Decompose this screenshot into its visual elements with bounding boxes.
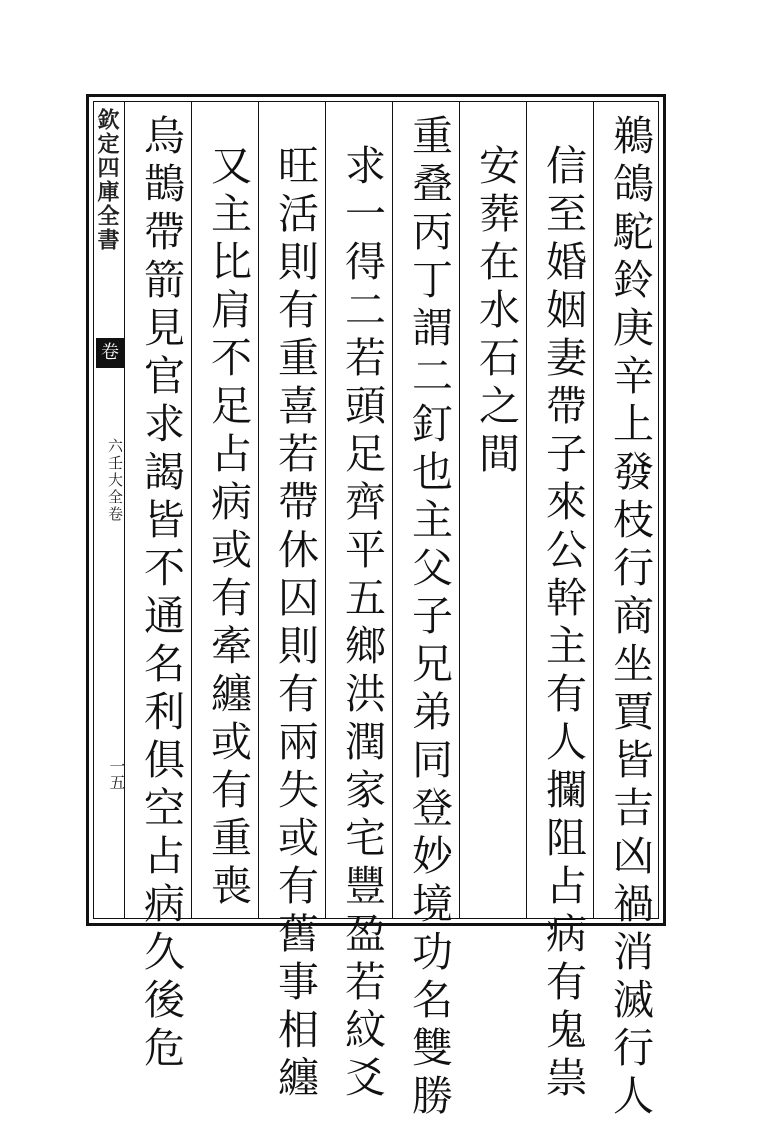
text-column-8: 烏鵲帶箭見官求謁皆不通名利俱空占病久後危 [137, 114, 185, 1074]
text-column-7: 又主比肩不足占病或有牽纏或有重喪 [204, 144, 252, 912]
text-column-2: 信至婚姻妻帶子來公幹主有人攔阻占病有鬼祟 [539, 144, 587, 1104]
section-title: 六壬大全卷 [106, 438, 124, 523]
column-rule [526, 102, 527, 918]
column-rule [258, 102, 259, 918]
volume-mark: 卷 [96, 338, 124, 368]
page-number: 一五 [107, 758, 126, 790]
column-rule [593, 102, 594, 918]
book-title: 欽定四庫全書 [94, 108, 120, 252]
page-border [86, 94, 666, 1122]
column-rule [191, 102, 192, 918]
text-column-6: 旺活則有重喜若帶休囚則有兩失或有舊事相纏 [271, 144, 319, 1104]
text-column-5: 求一得二若頭足齊平五鄉洪潤家宅豐盈若紋爻 [338, 144, 386, 1104]
page-inner-border [93, 101, 659, 1122]
text-column-3: 安葬在水石之間 [472, 144, 520, 480]
column-rule [325, 102, 326, 918]
text-column-4: 重叠丙丁謂二釘也主父子兄弟同登妙境功名雙勝 [405, 114, 453, 1122]
text-column-1: 鵜鴿駝鈴庚辛上發枝行商坐賈皆吉凶禍消滅行人 [606, 114, 654, 1122]
column-rule [459, 102, 460, 918]
column-rule [392, 102, 393, 918]
